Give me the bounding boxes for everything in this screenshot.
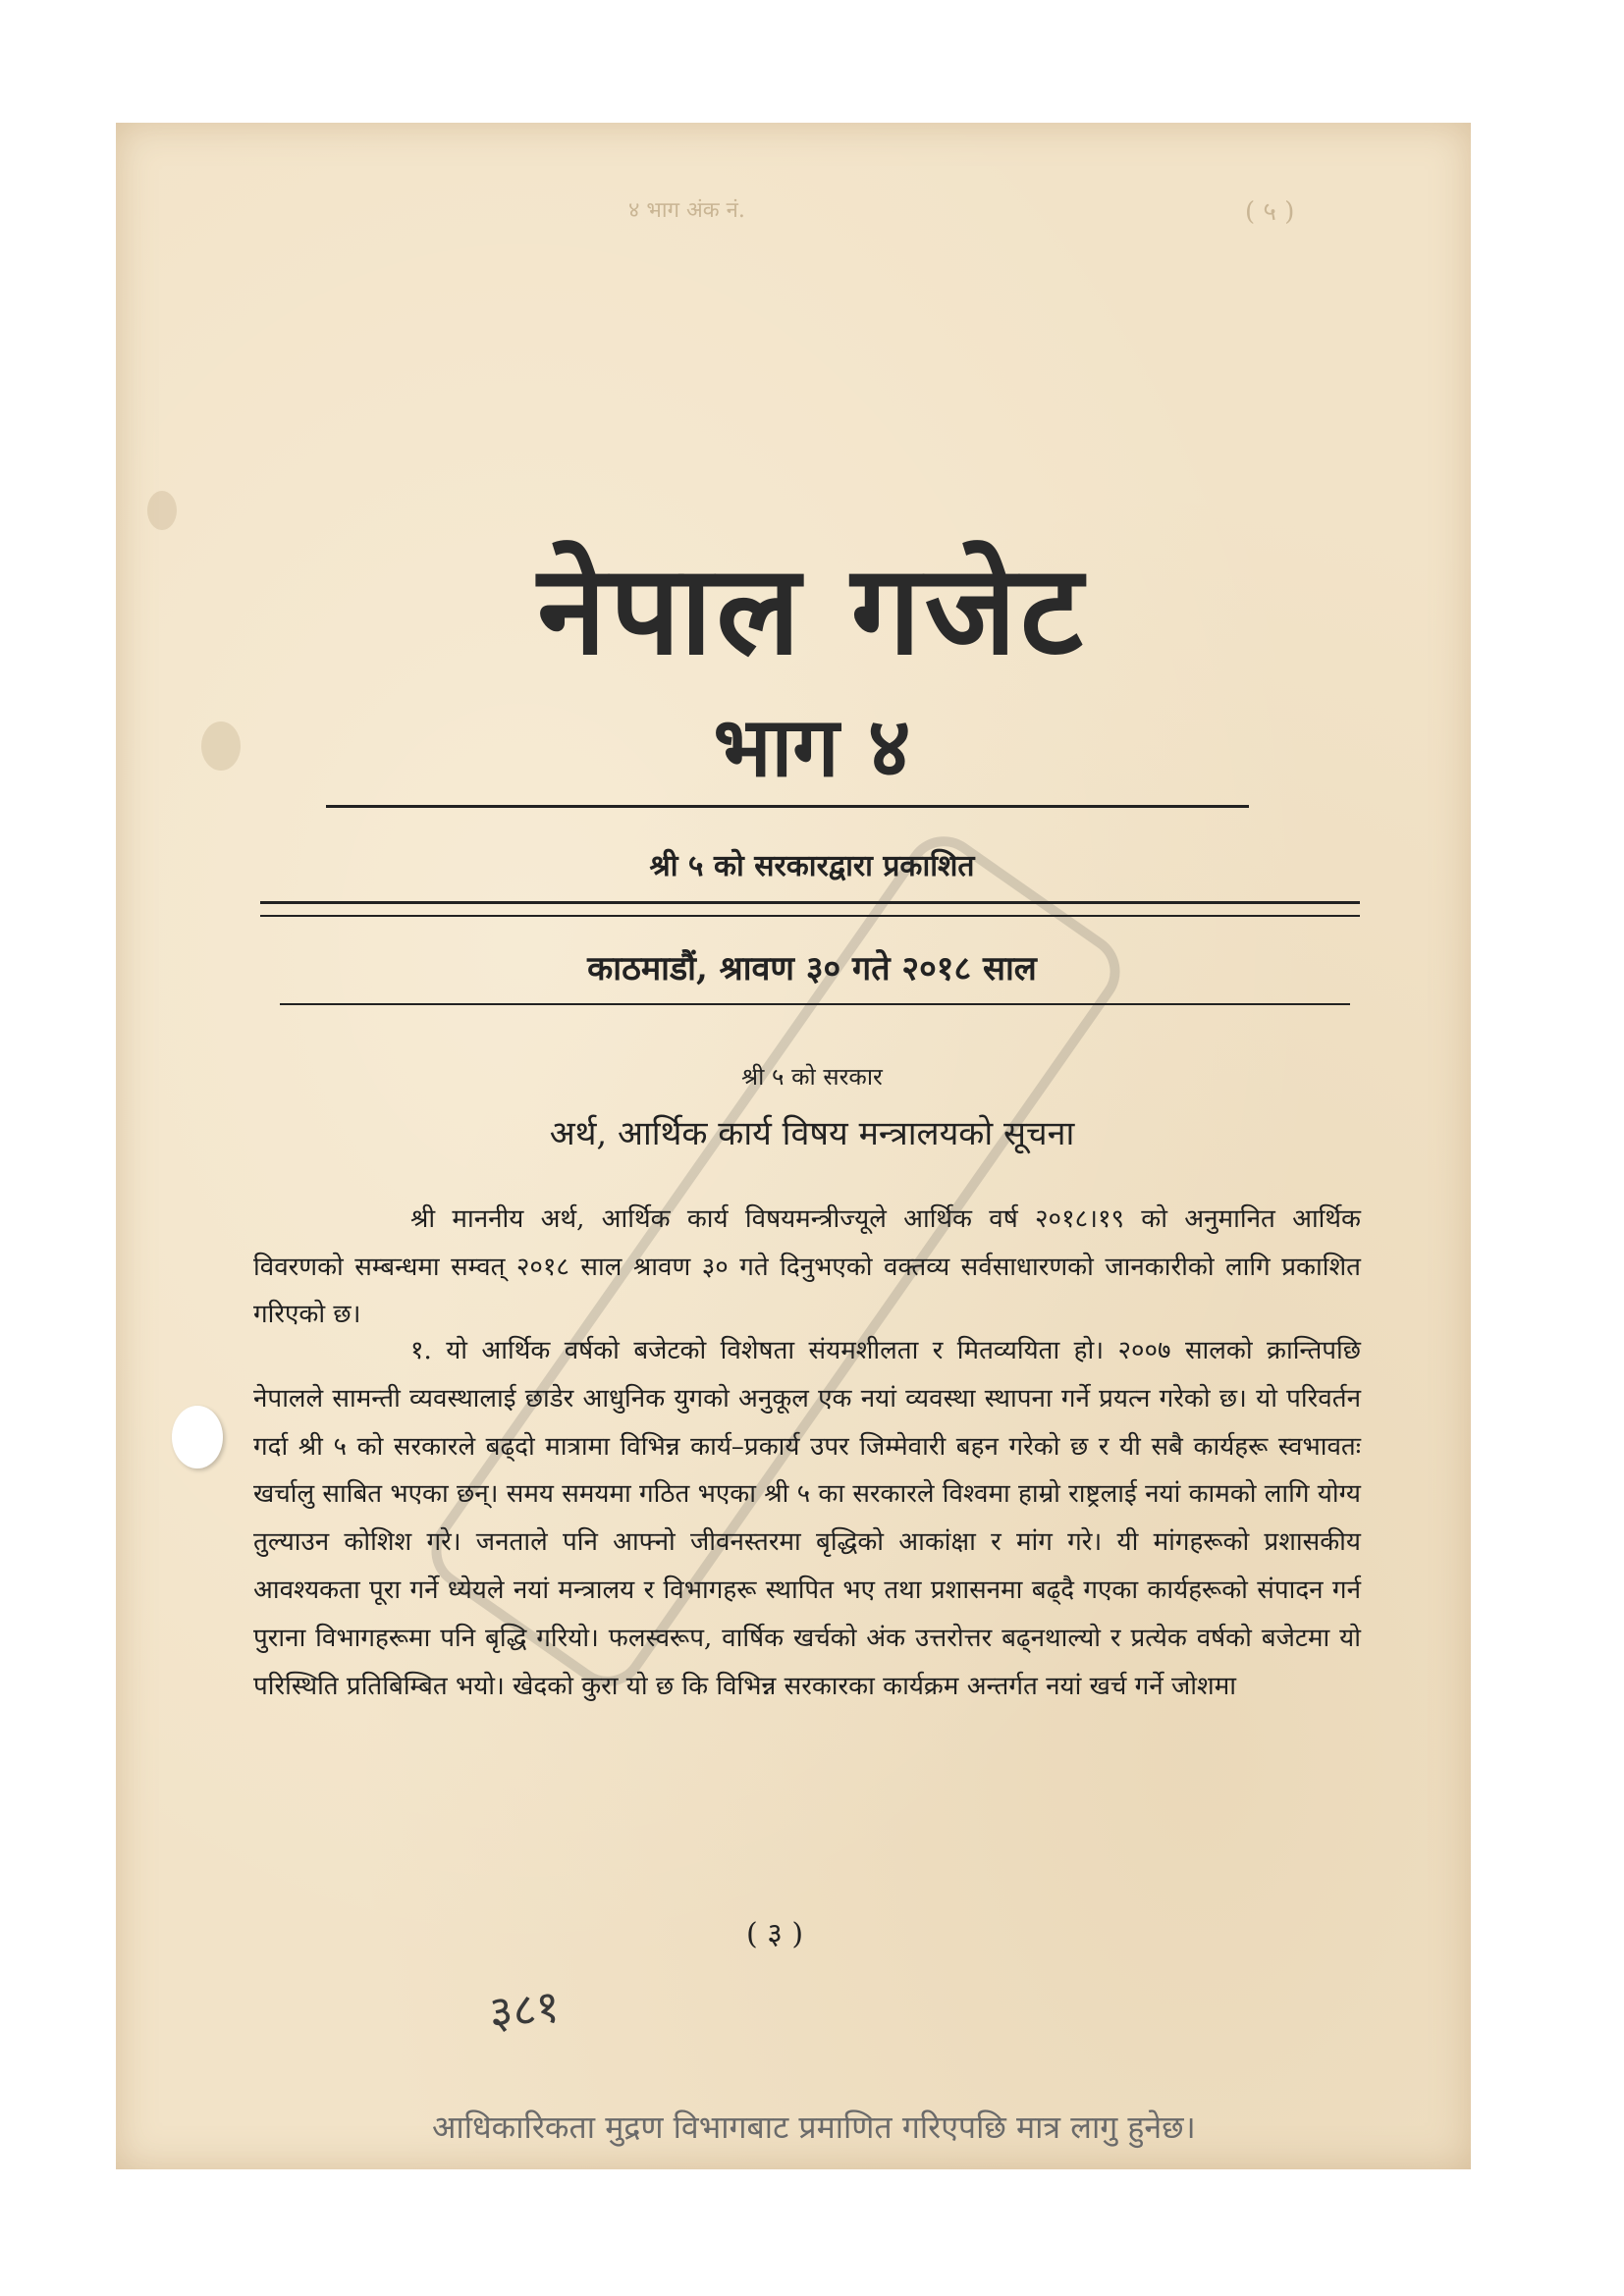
divider xyxy=(260,901,1360,904)
punch-hole xyxy=(172,1406,223,1468)
gazette-part: भाग ४ xyxy=(713,698,911,795)
handwritten-number: ३८१ xyxy=(486,1979,563,2040)
running-page-number: ( ५ ) xyxy=(1245,197,1295,227)
notice-title: अर्थ, आर्थिक कार्य विषय मन्त्रालयको सूचना xyxy=(549,1114,1075,1153)
published-by: श्री ५ को सरकारद्वारा प्रकाशित xyxy=(649,849,975,883)
page-number: ( ३ ) xyxy=(746,1917,804,1951)
divider xyxy=(326,805,1249,808)
running-head: ४ भाग अंक नं. xyxy=(628,198,745,223)
divider xyxy=(280,1003,1350,1005)
intro-paragraph: श्री माननीय अर्थ, आर्थिक कार्य विषयमन्त्रीज्यूले आर्थिक वर्ष २०१८।१९ को अनुमानित आर्थिक विवरणको सम्बन्धमा सम्वत् २०१८ साल श्रावण ३० गते दिनुभएको वक्तव्य सर्वसाधारणको जानकारीको लागि प्रकाशित गरिएको छ। xyxy=(253,1204,1361,1329)
divider xyxy=(260,915,1360,917)
government-heading: श्री ५ को सरकार xyxy=(741,1063,883,1091)
gazette-title: नेपाल गजेट xyxy=(537,537,1087,682)
body-paragraph: १. यो आर्थिक वर्षको बजेटको विशेषता संयमशीलता र मितव्ययिता हो। २००७ सालको क्रान्तिपछि नेपालले सामन्ती व्यवस्थालाई छाडेर आधुनिक युगको अनुकूल एक नयां व्यवस्था स्थापना गर्ने प्रयत्न गरेको छ। यो परिवर्तन गर्दा श्री ५ को सरकारले बढ्दो मात्रामा विभिन्न कार्य–प्रकार्य उपर जिम्मेवारी बहन गरेको छ र यी सबै कार्यहरू स्वभावतः खर्चालु साबित भएका छन्। समय समयमा गठित भएका श्री ५ का सरकारले विश्वमा हाम्रो राष्ट्रलाई नयां कामको लागि योग्य तुल्याउन कोशिश गरे। जनताले पनि आफ्नो जीवनस्तरमा बृद्धिको आकांक्षा र मांग गरे। यी मांगहरूको प्रशासकीय आवश्यकता पूरा गर्ने ध्येयले नयां मन्त्रालय र विभागहरू स्थापित भए तथा प्रशासनमा बढ्दै गएका कार्यहरूको संपादन गर्न पुराना विभागहरूमा पनि बृद्धि गरियो। फलस्वरूप, वार्षिक खर्चको अंक उत्तरोत्तर बढ्नथाल्यो र प्रत्येक वर्षको बजेटमा यो परिस्थिति प्रतिबिम्बित भयो। खेदको कुरा यो छ कि विभिन्न सरकारका कार्यक्रम अन्तर्गत नयां खर्च गर्ने जोशमा xyxy=(253,1336,1361,1701)
dateline: काठमाडौं, श्रावण ३० गते २०१८ साल xyxy=(587,949,1037,988)
footer-note: आधिकारिकता मुद्रण विभागबाट प्रमाणित गरिएपछि मात्र लागु हुनेछ। xyxy=(432,2109,1196,2146)
